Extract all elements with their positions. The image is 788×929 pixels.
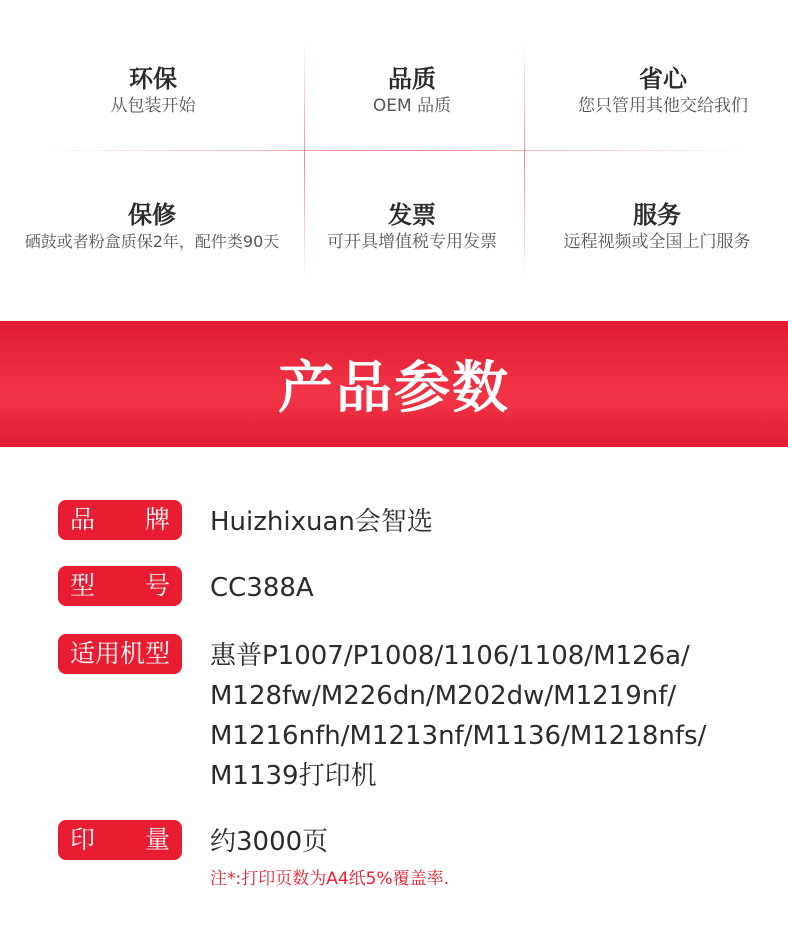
feature-title: 服务	[633, 201, 681, 229]
feature-title: 保修	[128, 201, 176, 229]
feature-title: 发票	[388, 201, 436, 229]
banner-title: 产品参数	[278, 356, 510, 421]
param-label-text: 适用机型	[69, 639, 170, 668]
param-value-line: 惠普P1007/P1008/1106/1108/M126a/	[210, 641, 690, 671]
param-label-char: 品	[70, 505, 96, 534]
param-value-line: M1216nfh/M1213nf/M1136/M1218nfs/	[210, 721, 707, 751]
section-banner	[0, 321, 788, 447]
param-label-badge	[58, 634, 182, 674]
feature-subtitle: OEM 品质	[372, 96, 452, 116]
feature-title: 环保	[129, 65, 177, 93]
feature-title: 品质	[388, 65, 436, 93]
param-note: 注*:打印页数为A4纸5%覆盖率.	[210, 869, 450, 889]
feature-worry-free	[532, 64, 788, 118]
param-label-char: 牌	[144, 505, 170, 534]
feature-quality	[281, 64, 543, 118]
param-label-badge	[58, 500, 182, 540]
param-label-char: 型	[70, 571, 96, 600]
feature-subtitle: 硒鼓或者粉盒质保2年，配件类90天	[24, 232, 280, 251]
param-value: CC388A	[210, 573, 314, 603]
feature-warranty	[0, 200, 304, 254]
feature-subtitle: 远程视频或全国上门服务	[563, 232, 751, 252]
param-value-line: M128fw/M226dn/M202dw/M1219nf/	[210, 681, 677, 711]
feature-subtitle: 从包装开始	[110, 96, 196, 116]
param-label-char: 号	[144, 571, 170, 600]
param-label-char: 印	[70, 825, 96, 854]
param-value: Huizhixuan会智选	[210, 507, 433, 537]
param-label-badge	[58, 820, 182, 860]
feature-subtitle: 可开具增值税专用发票	[327, 232, 497, 252]
feature-eco	[22, 64, 284, 118]
param-label-badge	[58, 566, 182, 606]
feature-service	[526, 200, 788, 254]
feature-title: 省心	[639, 65, 687, 93]
param-value: 约3000页	[210, 827, 329, 857]
param-value-line: M1139打印机	[210, 761, 377, 791]
param-label-char: 量	[144, 825, 170, 854]
param-value-multiline	[210, 636, 730, 796]
feature-grid	[0, 0, 788, 320]
divider-horizontal	[40, 150, 748, 151]
feature-subtitle: 您只管用其他交给我们	[578, 96, 748, 116]
feature-invoice	[281, 200, 543, 254]
